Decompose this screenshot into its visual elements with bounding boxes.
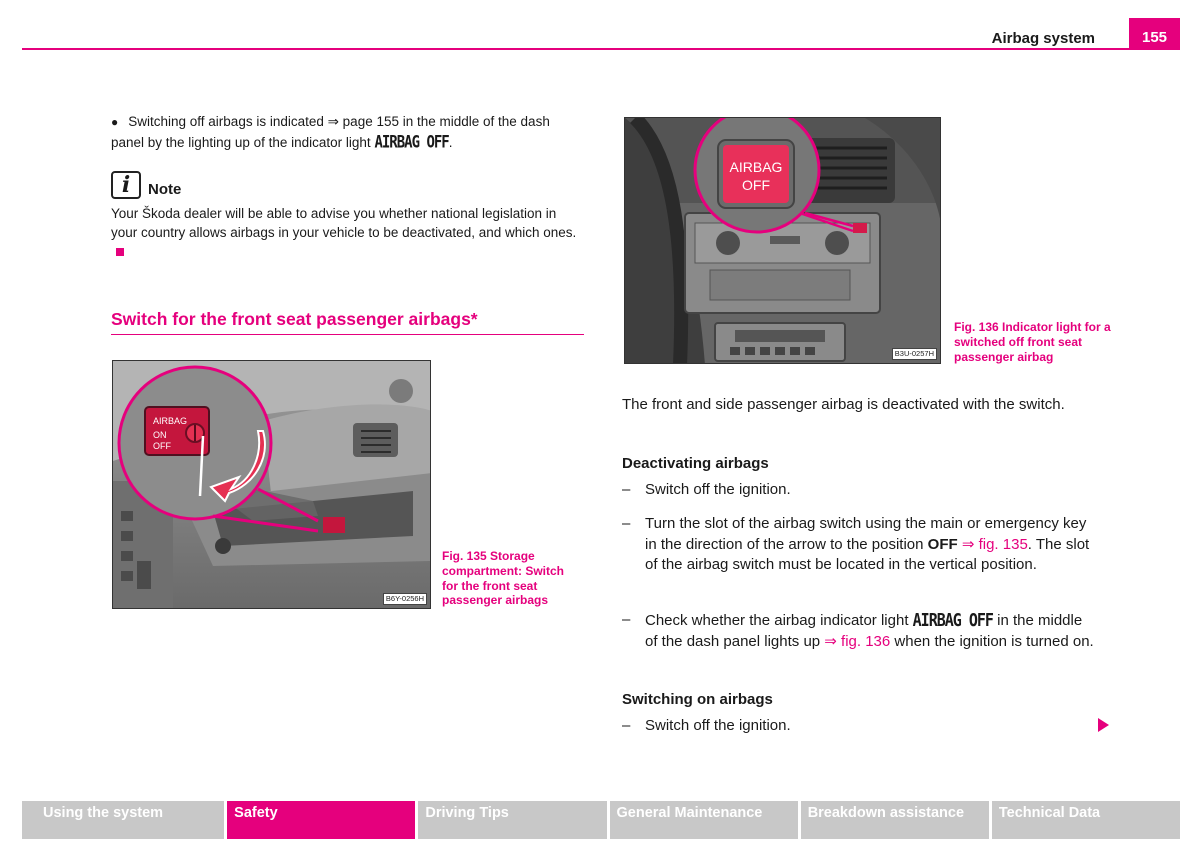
end-of-section-icon xyxy=(116,248,124,256)
note-title: Note xyxy=(148,181,182,198)
tab-driving-tips[interactable]: Driving Tips xyxy=(418,801,606,839)
step-text: Switch off the ignition. xyxy=(645,481,791,498)
figure-135-code: B6Y-0256H xyxy=(383,593,427,605)
off-position-label: OFF xyxy=(927,535,958,553)
step-text: Switch off the ignition. xyxy=(645,717,791,734)
step3-text-b: in the middle of the dash panel lights up xyxy=(645,612,1083,650)
footer-nav xyxy=(22,801,1180,839)
running-header-title: Airbag system xyxy=(991,30,1095,47)
figure-135-image xyxy=(112,360,431,609)
step-text xyxy=(645,514,1097,576)
airbag-off-label: AIRBAG OFF xyxy=(374,132,449,152)
section-heading: Switch for the front seat passenger airbags* xyxy=(111,309,584,335)
bullet-text-part-2: . xyxy=(448,134,453,150)
header-rule xyxy=(22,48,1180,50)
tab-breakdown-assistance[interactable]: Breakdown assistance xyxy=(801,801,989,839)
indicator-text-off: OFF xyxy=(742,177,770,193)
intro-paragraph: The front and side passenger airbag is deactivated with the switch. xyxy=(622,396,1065,413)
step2-text-b: . The slot of the airbag switch must be located in the vertical position. xyxy=(645,535,1090,573)
airbag-off-label: AIRBAG OFF xyxy=(912,609,993,631)
bullet-text-part-1: Switching off airbags is indicated ⇒ page 155 in the middle of the dash panel by the lighting up of the indicator light xyxy=(111,114,550,150)
figure-136-image xyxy=(624,117,941,364)
step-switch-off-ignition xyxy=(622,480,1097,501)
dashboard-indicator-illustration xyxy=(625,118,941,364)
tab-general-maintenance[interactable]: General Maintenance xyxy=(610,801,798,839)
step3-text-c: when the ignition is turned on. xyxy=(890,632,1094,650)
step2-text-a: Turn the slot of the airbag switch using the main or emergency key in the direction of the arrow to the position xyxy=(645,515,1087,553)
step-check-indicator xyxy=(622,610,1097,652)
step-turn-slot xyxy=(622,514,1097,576)
dash-marker: – xyxy=(622,717,631,734)
page-number: 155 xyxy=(1129,18,1180,50)
info-icon: i xyxy=(111,171,141,199)
note-body xyxy=(111,204,583,261)
dash-marker: – xyxy=(622,481,631,498)
switch-label-off: OFF xyxy=(153,441,171,451)
tab-using-the-system[interactable]: Using the system xyxy=(22,801,224,839)
dash-marker: – xyxy=(622,515,631,532)
figure-136-caption: Fig. 136 Indicator light for a switched off front seat passenger airbag xyxy=(954,320,1111,364)
fig-136-link[interactable]: ⇒ fig. 136 xyxy=(824,632,891,650)
fig-135-link[interactable]: ⇒ fig. 135 xyxy=(961,535,1028,553)
figure-135-caption: Fig. 135 Storage compartment: Switch for the front seat passenger airbags xyxy=(442,549,565,608)
switch-label-on: ON xyxy=(153,430,167,440)
bullet-dot-icon: ● xyxy=(111,115,119,129)
step3-text-a: Check whether the airbag indicator light xyxy=(645,612,913,629)
tab-safety[interactable]: Safety xyxy=(227,801,415,839)
storage-compartment-illustration xyxy=(113,361,431,609)
next-page-arrow-icon[interactable] xyxy=(1098,718,1109,732)
figure-136-code: B3U-0257H xyxy=(892,348,937,360)
bullet-paragraph xyxy=(111,112,583,153)
switching-on-heading: Switching on airbags xyxy=(622,691,773,708)
step-switch-off-ignition-2 xyxy=(622,716,1097,737)
note-heading xyxy=(111,169,181,199)
tab-technical-data[interactable]: Technical Data xyxy=(992,801,1180,839)
dash-marker: – xyxy=(622,611,631,628)
note-text: Your Škoda dealer will be able to advise you whether national legislation in your country allows airbags in your vehicle to be deactivated, and which ones. xyxy=(111,206,577,240)
deactivating-heading: Deactivating airbags xyxy=(622,455,769,472)
indicator-text-airbag: AIRBAG xyxy=(729,159,783,175)
step-text xyxy=(645,610,1097,652)
switch-label-airbag: AIRBAG xyxy=(153,416,188,426)
